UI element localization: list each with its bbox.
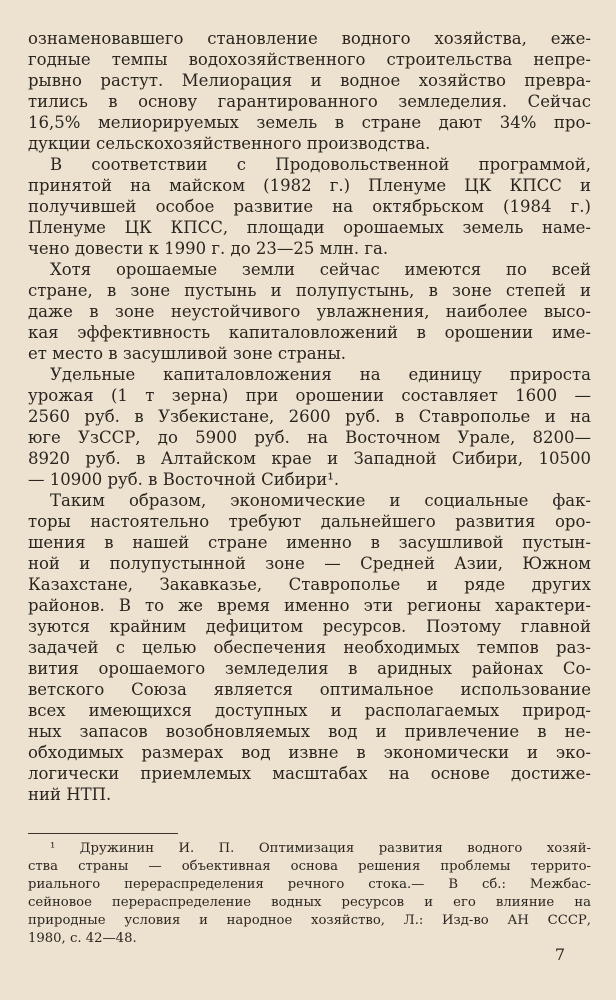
text-line: годные темпы водохозяйственного строительства непре- — [28, 50, 591, 69]
text-line: — 10900 руб. в Восточной Сибири¹. — [28, 470, 340, 489]
text-line: логически приемлемых масштабах на основе достиже- — [28, 764, 591, 783]
text-line: дукции сельскохозяйственного производства. — [28, 134, 431, 153]
text-line: Казахстане, Закавказье, Ставрополье и ряде других — [28, 575, 591, 594]
text-line: тились в основу гарантированного земледелия. Сейчас — [28, 92, 591, 111]
text-line: Пленуме ЦК КПСС, площади орошаемых земель наме- — [28, 218, 591, 237]
text-line: кая эффективность капиталовложений в орошении име- — [28, 323, 591, 342]
text-line: 16,5% мелиорируемых земель в стране дают 34% про- — [28, 113, 591, 132]
text-line: всех имеющихся доступных и располагаемых природ- — [28, 701, 591, 720]
text-line: ветского Союза является оптимальное использование — [28, 680, 591, 699]
text-line: ознаменовавшего становление водного хозяйства, еже- — [28, 29, 591, 48]
text-line: Удельные капиталовложения на единицу прироста — [50, 365, 591, 384]
text-line: торы настоятельно требуют дальнейшего развития оро- — [28, 512, 591, 531]
footnote-line: риального перераспределения речного стока.— В сб.: Межбас- — [28, 877, 591, 892]
footnote-line: природные условия и народное хозяйство, Л.: Изд-во АН СССР, — [28, 913, 591, 928]
text-line: зуются крайним дефицитом ресурсов. Поэтому главной — [28, 617, 591, 636]
text-line: Хотя орошаемые земли сейчас имеются по всей — [50, 260, 591, 279]
footnote-line: сейновое перераспределение водных ресурсов и его влияние на — [28, 895, 591, 910]
text-line: чено довести к 1990 г. до 23—25 млн. га. — [28, 239, 389, 258]
page-number: 7 — [554, 945, 565, 964]
text-line: задачей с целью обеспечения необходимых темпов раз- — [28, 638, 591, 657]
text-line: обходимых размерах вод извне в экономически и эко- — [28, 743, 591, 762]
footnote-line: ства страны — объективная основа решения проблемы террито- — [28, 859, 591, 874]
text-line: ет место в засушливой зоне страны. — [28, 344, 346, 363]
text-line: даже в зоне неустойчивого увлажнения, наиболее высо- — [28, 302, 591, 321]
text-line: В соответствии с Продовольственной программой, — [50, 155, 591, 174]
text-line: районов. В то же время именно эти регионы характери- — [28, 596, 591, 615]
main-text — [28, 28, 591, 805]
text-line: шения в нашей стране именно в засушливой пустын- — [28, 533, 591, 552]
text-line: получившей особое развитие на октябрьском (1984 г.) — [28, 197, 591, 216]
text-line: ных запасов возобновляемых вод и привлечение в не- — [28, 722, 591, 741]
text-line: стране, в зоне пустынь и полупустынь, в зоне степей и — [28, 281, 591, 300]
footnote — [28, 840, 591, 948]
text-line: принятой на майском (1982 г.) Пленуме ЦК КПСС и — [28, 176, 591, 195]
text-line: 8920 руб. в Алтайском крае и Западной Сибири, 10500 — [28, 449, 591, 468]
text-line: юге УзССР, до 5900 руб. на Восточном Урале, 8200— — [28, 428, 591, 447]
footnote-divider — [28, 833, 178, 834]
footnote-line: ¹ Дружинин И. П. Оптимизация развития водного хозяй- — [50, 841, 591, 856]
text-line: ной и полупустынной зоне — Средней Азии, Южном — [28, 554, 591, 573]
text-line: ний НТП. — [28, 785, 112, 804]
text-line: урожая (1 т зерна) при орошении составляет 1600 — — [28, 386, 591, 405]
text-line: рывно растут. Мелиорация и водное хозяйство превра- — [28, 71, 591, 90]
text-line: Таким образом, экономические и социальные фак- — [50, 491, 591, 510]
text-line: вития орошаемого земледелия в аридных районах Со- — [28, 659, 591, 678]
text-line: 2560 руб. в Узбекистане, 2600 руб. в Ставрополье и на — [28, 407, 591, 426]
footnote-line: 1980, с. 42—48. — [28, 931, 137, 946]
